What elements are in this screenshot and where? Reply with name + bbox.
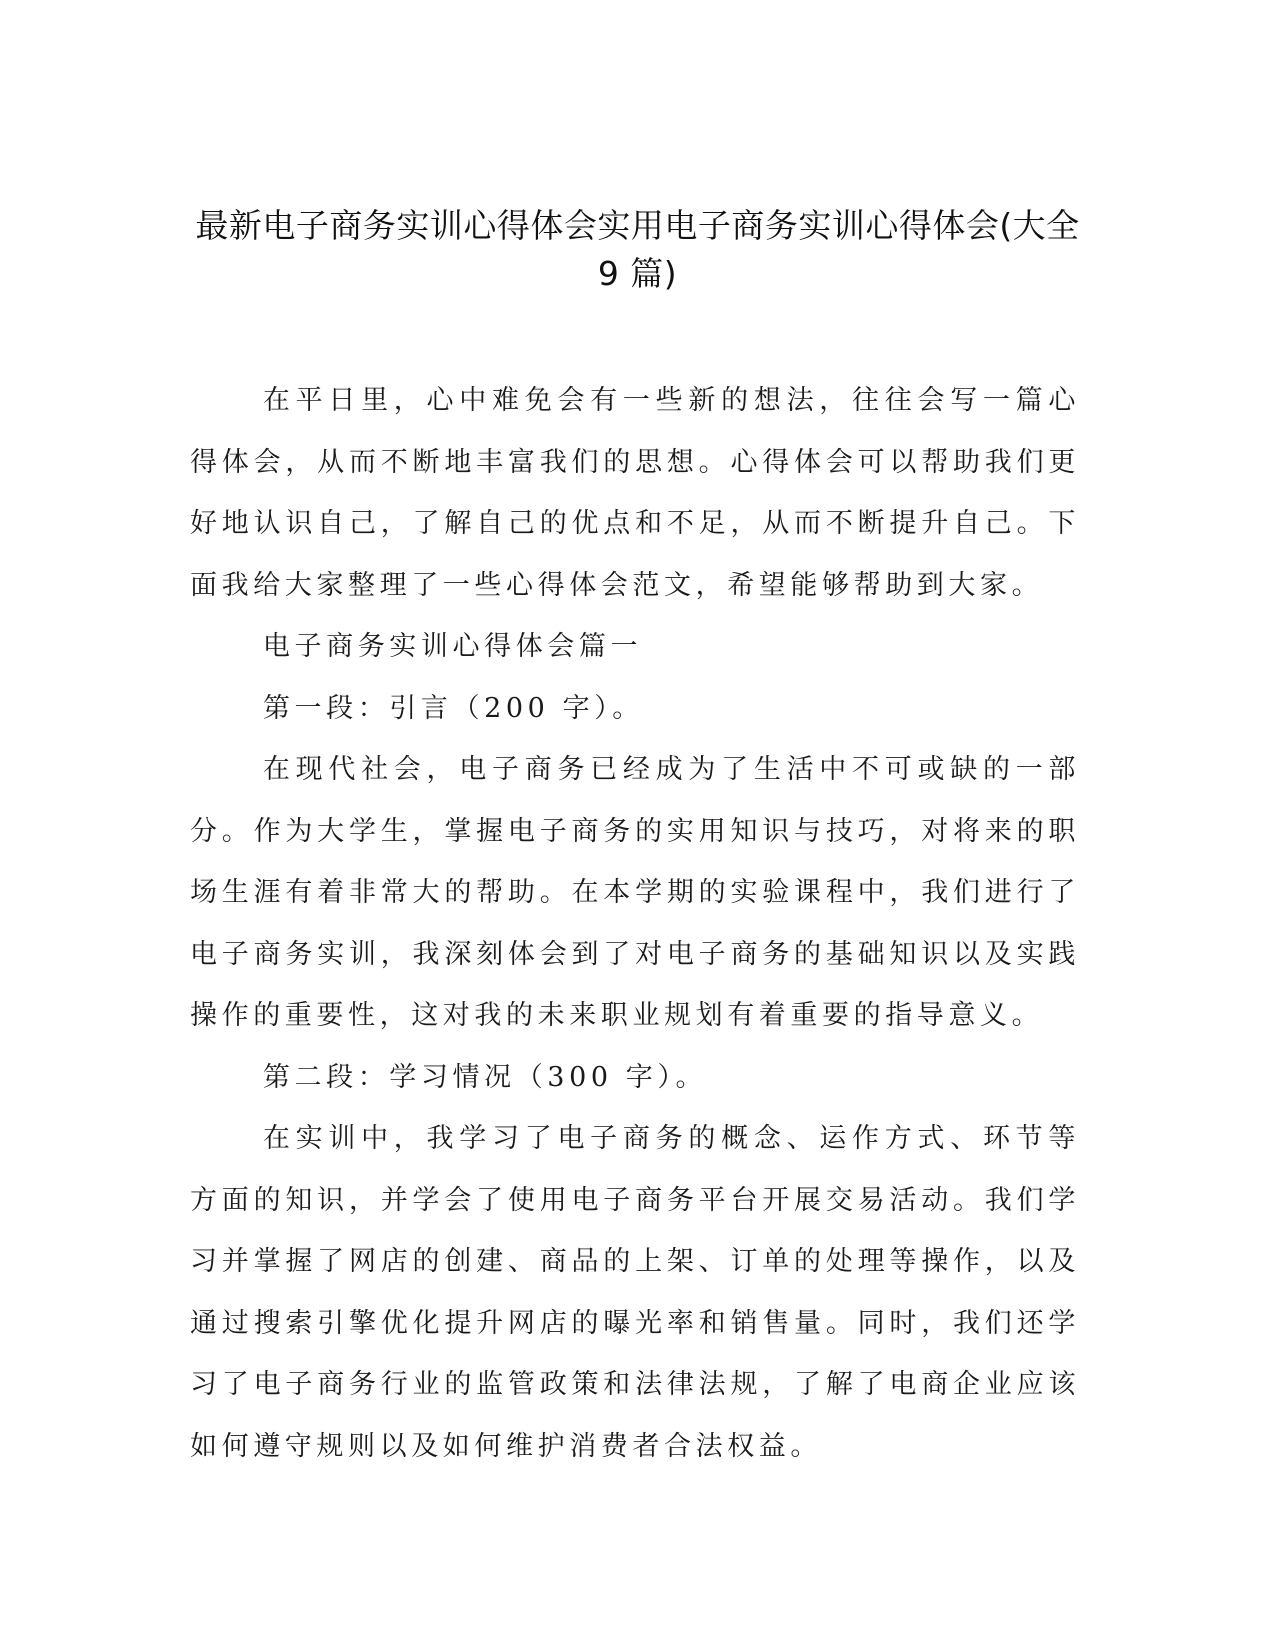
document-body [190, 370, 1080, 1477]
intro-paragraph: 在平日里，心中难免会有一些新的想法，往往会写一篇心得体会，从而不断地丰富我们的思想。心得体会可以帮助我们更好地认识自己，了解自己的优点和不足，从而不断提升自己。下面我给大家整理了一些心得体会范文，希望能够帮助到大家。 [190, 385, 1080, 601]
document-title-line-1: 最新电子商务实训心得体会实用电子商务实训心得体会(大全 [195, 206, 1080, 245]
subsection-heading-2: 第二段：学习情况（300 字）。 [262, 1061, 708, 1093]
section-heading: 电子商务实训心得体会篇一 [262, 631, 643, 662]
document-title [180, 202, 1095, 298]
body-paragraph-1: 在现代社会，电子商务已经成为了生活中不可或缺的一部分。作为大学生，掌握电子商务的实用知识与技巧，对将来的职场生涯有着非常大的帮助。在本学期的实验课程中，我们进行了电子商务实训，我深刻体会到了对电子商务的基础知识以及实践操作的重要性，这对我的未来职业规划有着重要的指导意义。 [190, 754, 1080, 1031]
document-title-line-2: 9 篇) [597, 254, 678, 293]
subsection-heading-1: 第一段：引言（200 字）。 [262, 692, 644, 724]
body-paragraph-2: 在实训中，我学习了电子商务的概念、运作方式、环节等方面的知识，并学会了使用电子商务平台开展交易活动。我们学习并掌握了网店的创建、商品的上架、订单的处理等操作，以及通过搜索引擎优化提升网店的曝光率和销售量。同时，我们还学习了电子商务行业的监管政策和法律法规，了解了电商企业应该如何遵守规则以及如何维护消费者合法权益。 [190, 1123, 1080, 1462]
